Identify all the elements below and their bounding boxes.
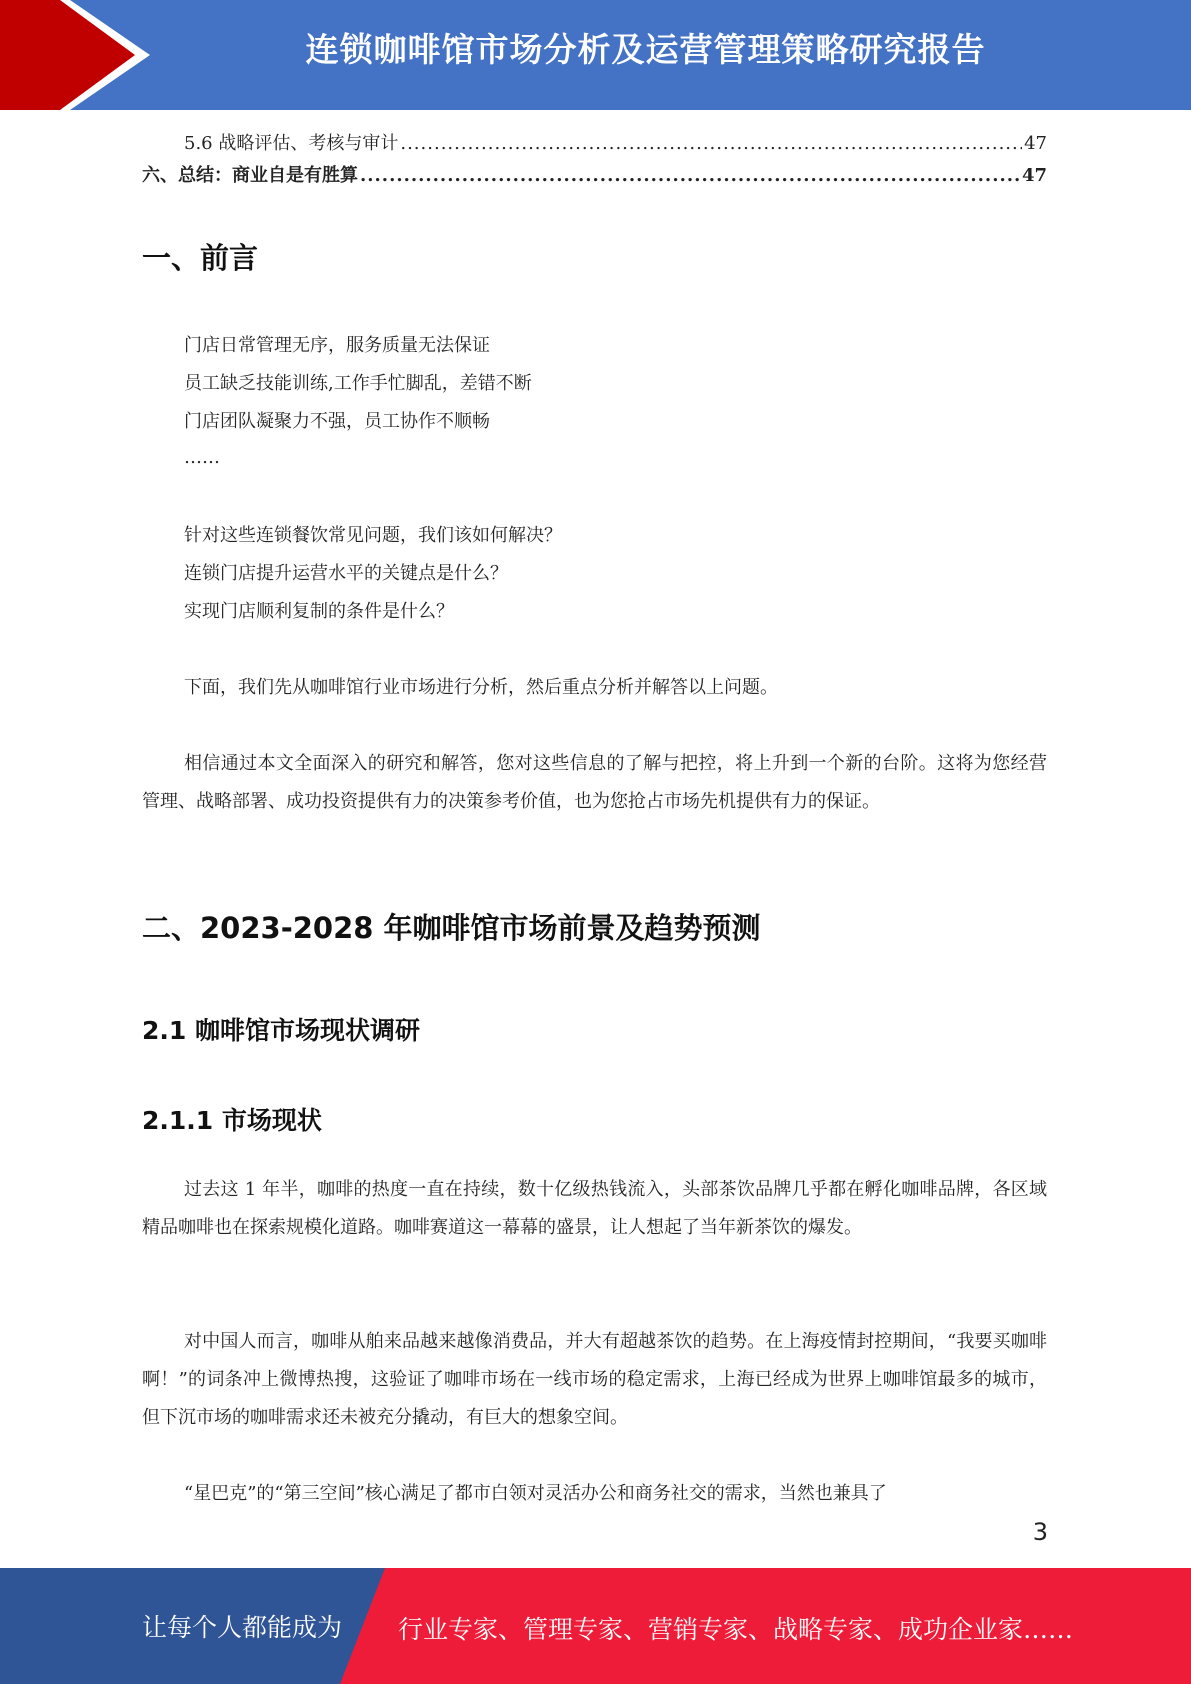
- paragraph-market-2: 对中国人而言，咖啡从舶来品越来越像消费品，并大有超越茶饮的趋势。在上海疫情封控期间，“我要买咖啡啊！”的词条冲上微博热搜，这验证了咖啡市场在一线市场的稳定需求，上海已经成为世界上咖啡馆最多的城市，但下沉市场的咖啡需求还未被充分撬动，有巨大的想象空间。: [142, 1331, 1047, 1428]
- question-line: 针对这些连锁餐饮常见问题，我们该如何解决？: [184, 525, 562, 546]
- header-banner: [0, 0, 1191, 110]
- paragraph-market-1: 过去这 1 年半，咖啡的热度一直在持续，数十亿级热钱流入，头部茶饮品牌几乎都在孵化咖啡品牌，各区域精品咖啡也在探索规模化道路。咖啡赛道这一幕幕的盛景，让人想起了当年新茶饮的爆发。: [142, 1179, 1047, 1238]
- problem-line: ……: [184, 447, 220, 468]
- paragraph-market-3: “星巴克”的“第三空间”核心满足了都市白领对灵活办公和商务社交的需求，当然也兼具了: [184, 1483, 887, 1504]
- section-heading-2-1: 2.1 咖啡馆市场现状调研: [142, 1016, 420, 1045]
- question-line: 连锁门店提升运营水平的关键点是什么？: [184, 563, 508, 584]
- page-number: 3: [1032, 1518, 1048, 1546]
- problem-line: 门店团队凝聚力不强，员工协作不顺畅: [184, 411, 490, 432]
- toc-leader-dots: [400, 128, 1022, 160]
- section-heading-2-1-1: 2.1.1 市场现状: [142, 1106, 322, 1135]
- toc-entry[interactable]: [142, 128, 1047, 160]
- footer-slogan-left: 让每个人都能成为: [142, 1613, 343, 1642]
- page-content: [142, 128, 1047, 192]
- footer-banner: [0, 1568, 1191, 1684]
- toc-leader-dots: [360, 160, 1020, 192]
- problem-line: 员工缺乏技能训练,工作手忙脚乱，差错不断: [184, 373, 532, 394]
- paragraph-intro: 下面，我们先从咖啡馆行业市场进行分析，然后重点分析并解答以上问题。: [184, 677, 778, 698]
- document-title: 连锁咖啡馆市场分析及运营管理策略研究报告: [305, 30, 986, 69]
- footer-slogan-right: 行业专家、管理专家、营销专家、战略专家、成功企业家……: [398, 1615, 1074, 1644]
- chapter-heading: 二、2023-2028 年咖啡馆市场前景及趋势预测: [142, 911, 761, 945]
- toc-entry-label: 5.6 战略评估、考核与审计: [184, 133, 399, 154]
- toc-entry-label: 六、总结：商业自是有胜算: [142, 165, 358, 186]
- toc-entry[interactable]: [142, 160, 1047, 192]
- paragraph-belief: 相信通过本文全面深入的研究和解答，您对这些信息的了解与把控，将上升到一个新的台阶。这将为您经营管理、战略部署、成功投资提供有力的决策参考价值，也为您抢占市场先机提供有力的保证。: [142, 753, 1047, 812]
- section-heading-preface: 一、前言: [142, 241, 259, 275]
- problem-line: 门店日常管理无序，服务质量无法保证: [184, 335, 490, 356]
- toc-entry-page: 47: [1024, 133, 1047, 154]
- toc-entry-page: 47: [1021, 165, 1047, 186]
- question-line: 实现门店顺利复制的条件是什么？: [184, 601, 454, 622]
